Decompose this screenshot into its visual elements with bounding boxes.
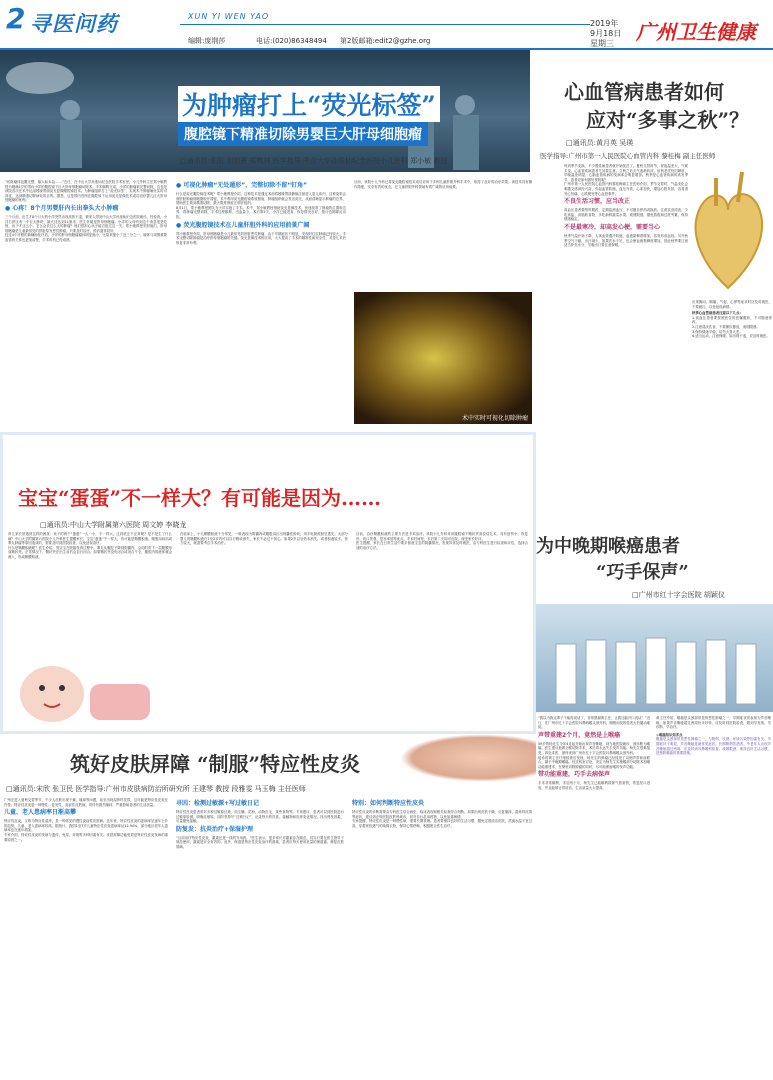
baby-illustration [10,644,168,730]
a5-col3 [352,798,532,1078]
a4-col1 [538,716,650,1078]
section-pinyin: XUN YI WEN YAO [188,12,270,21]
a5-heading2: 寻因：检测过敏源+写过敏日记 [176,800,260,807]
a2-tip2: 2.注意清淡饮食，不要暴饮暴食，戒烟限酒。 [692,324,760,329]
a3-title: 宝宝“蛋蛋”不一样大？有可能是因为…… [18,482,381,511]
a1-heading2: ● 可视化肿瘤“无处遁形”，完整切除不留“钉角” [176,182,308,189]
a2-para2: 广州市第一人民医院心血管内科黎桂梅副主任医师介绍，季节交替时，气温变化会刺激交感神经兴奋，引起血管收缩，血压升高，心率加快，增加心脏负担，容易诱发心绞痛、心肌梗死等心血管事件。 [564,182,688,196]
a4-heading2: 带功能重建，巧手去病保声 [538,771,611,779]
a2-col2 [692,300,772,508]
a1-para3: 经过4个疗程的新辅助化疗后，小洋的肝母细胞瘤瘤体明显缩小，比原来缩小了近三分之一，瘤体与周围重要血管的关系也更加清楚，手术时机已经成熟。 [5,233,167,242]
a2-tip4: 4.适当运动，注意保暖，如出现不适，应及时就医。 [692,334,770,339]
a4-para3: 接诊的黄主任仔细检查后发现，杨先生的肿瘤已经侵犯了双侧声带和前联合，属于中晚期喉癌。经过科室讨论，决定为杨先生实施喉部分切除术加喉功能重建术，在彻底切除肿瘤的同时，尽可能保留喉的发声功能。 [538,755,650,769]
a3-para5: 医生提醒，家长在日常生活中要多留意宝宝的阴囊情况，发现异常及时就医，由专科医生进行检查和评估，选择合适的治疗方法。 [356,541,528,550]
a5-heading1: 儿童、老人患病率日渐高攀 [4,809,77,817]
a5-title: 筑好皮肤屏障 “制服”特应性皮炎 [70,752,360,776]
email: 第2版邮箱:edit2@gzhe.org [340,37,431,45]
date: 9月18日 [590,29,622,38]
a4-para4: 手术非常顺利，术后两个月，杨先生已能顺利拔除气管套管，恢复经口进食，并且能够正常说话，生活质量大大提高。 [538,781,650,790]
a2-tip1: 1.高血压患者要按照医生的医嘱服药，不可随意停药。 [692,315,772,325]
a2-title-line1: 心血管病患者如何 [564,80,724,104]
laparoscopy-photo [354,292,532,424]
a1-col2 [176,180,346,428]
a2-para3: 高血压患者要按时服药，定期监测血压，不可擅自停药或换药。注意饮食清淡，少吃高盐、高脂肪食物，多吃新鲜蔬菜水果。戒烟限酒，避免熬夜和过度劳累，保持情绪稳定。 [564,208,688,222]
a2-col1 [564,164,688,506]
a5-para1: 广州正进入夏秋交替季节，不少人皮肤出现干燥、瘙痒等问题，甚至出现湿疹样皮损，这可能是特应性皮炎在作怪。特应性皮炎是一种慢性、复发性、炎症性皮肤病，常伴有剧烈瘙痒，严重影响患者的生活质量。 [4,798,168,807]
year: 2019年 [590,19,619,28]
a3-para2: 什么是鞘膜积液呢？医生介绍，男宝宝在胚胎发育过程中，睾丸从腹腔下降到阴囊内，会同时带下一层腹膜形成鞘状突。正常情况下，鞘状突在出生前后会自行闭合。如果鞘状突没有闭合或闭合不全，腹腔内的液体就会流入，形成鞘膜积液。 [8,545,172,559]
a1-title: 为肿瘤打上“荧光标签” [178,86,440,122]
a4-byline: □广州市红十字会医院 胡颖仪 [632,591,725,599]
a1-heading1: ● 心疼！8个月男婴肝内长出拳头大小肿瘤 [5,204,119,212]
a3-para3: 在临床上，小儿鞘膜积液十分常见，一般表现为阴囊内或腹股沟区出现囊性肿块，用手电筒照射呈透光。大部分婴儿的鞘膜积液在1至2岁内可以自行吸收消失，家长不必过于担心。如果2岁以后仍未消失，或者积液较多、张力较大，就需要考虑手术治疗。 [180,532,348,546]
editor: 编辑:庞荆莎 [188,37,226,45]
a3-col1 [8,532,172,642]
a3-block [0,432,536,734]
weekday: 星期三 [590,39,614,48]
a1-para7: 目前，该院小儿外科已将荧光腹腔镜技术成功应用于多例儿童肝胆外科手术中，取得了良好的治疗效果。该技术具有操作简便、安全有效的优点，在儿童肝胆外科领域有着广阔的应用前景。 [354,180,532,189]
a2-heading2: 不是最寒冷，却高发心梗，需要当心 [564,223,661,231]
heart-icon [686,158,770,298]
a4-para2: 59岁的杨先生今年4月起开始出现声音嘶哑，到当地医院就诊，被诊断为喉癌。医生建议他做全喉切除手术，术后将永远失去发声功能。杨先生很难接受，四处求医，最终来到广州市红十字会医院耳鼻咽喉头颈外科。 [538,741,650,755]
a4-tip: 喉癌是头颈部常见恶性肿瘤之一，与吸烟、饮酒、环境污染等因素有关。早期症状不明显，声音嘶哑是最常见症状。长期吸烟饮酒者、中老年人出现声音嘶哑超过两周，应及时到耳鼻喉科检查。戒烟限酒、保持良好生活习惯，是预防喉癌的重要措施。 [656,737,771,756]
a5-col2 [176,798,344,1078]
a4-block [536,512,773,1080]
a1-caption: 术中实时可视化切除肿瘤 [461,415,528,422]
a4-para5: 黄主任介绍，喉癌是头颈部常见的恶性肿瘤之一，早期症状常表现为声音嘶哑。如果声音嘶哑超过两周仍未好转，应及时到医院检查，做到早发现、早诊断、早治疗。 [656,716,771,730]
a1-heading3: ● 荧光腹腔镜技术在儿童肝胆外科的应用前景广阔 [176,221,310,229]
a5-heading3: 防复发：抗炎治疗+保湿护理 [176,825,254,833]
masthead [0,0,773,50]
a1-para4: 什么是荧光腹腔镜技术呢？郑小敏教授介绍，这种技术是通过术前将吲哚菁绿静脉注射进入患儿体内，这种染料会被肝脏肿瘤细胞摄取并滞留，术中利用荧光腹腔镜系统照射，肿瘤组织就会发出荧光，从而清晰显示肿瘤的边界，帮助医生做到精准切除，最大限度保留正常肝组织。 [176,192,346,206]
baby-icon [10,644,168,730]
a5-heading4: 特别：如何判断特应性皮炎 [352,800,425,807]
paper-name: 广州卫生健康 [636,20,756,44]
a5-byline: □通讯员:宋欣 张卫民 医学指导:广州市皮肤病防治所研究所 王建琴 教授 段雅雯 马玉梅 主任医师 [6,785,306,793]
a1-subtitle: 腹腔镜下精准切除男婴巨大肝母细胞瘤 [178,122,428,146]
a4-title-line2: “巧手保声” [596,562,689,583]
a2-tip3: 3.保持情绪平稳，切勿大喜大悲。 [692,329,743,334]
a1-byline: □通讯员:张阳 刘娟蕙 郑隽林 医学指导:中山大学孙逸仙纪念医院小儿外科 郑小敏 教授 [180,157,448,165]
a3-para1: 育儿家长常遇到这样的困扰：孩子的两个“蛋蛋”一大一小，不一样大。这到底正不正常呢？是不是生了什么病？中山大学附属第六医院小儿外科医生提醒家长，宝宝“蛋蛋”不一样大，有可能是鞘膜积液、腹股沟斜疝或睾丸肿瘤等原因造成的，需要及时到医院检查，以免延误治疗。 [8,532,172,546]
a4-heading1: 声带重建2个月，竟然是上喉癌 [538,731,621,739]
a1-para2: 三个月前，出生才8个月大的小洋突然出现高热不退，被家人带到中山大学孙逸仙纪念医院就诊。经检查，小洋右肝区有一个巨大肿块，最大径达到11厘米，医生怀疑是肝母细胞瘤。小洋的父母听到这个消息很是吃惊，孩子才这么小，怎么会长这么大的肿瘤？他们很担心孩子能否挺过这一关。郑小敏教授安慰他们，肝母细胞瘤是儿童最常见的肝脏原发恶性肿瘤，只要及时治疗，预后通常较好。 [5,214,167,233]
a5-para4: 特应性皮炎患者常对多种过敏原过敏，如尘螨、花粉、动物皮毛、某些食物等。专家建议，患者可以到医院进行过敏原检测，明确过敏原，同时坚持写“过敏日记”，记录每天的饮食、接触物和皮疹变化情况，找出诱发因素，尽量避免接触。 [176,810,344,824]
masthead-rule [180,24,590,25]
a4-title-line1: 为中晚期喉癌患者 [536,536,680,557]
a5-para6: 特应性皮炎的诊断需要由专科医生结合病史、临床表现和相关检查综合判断。如果出现皮肤干燥、反复瘙痒、湿疹样皮损等症状，建议到正规医院皮肤科就诊，切勿自行乱用药物，以免加重病情。 [352,810,532,819]
a4-para1: “我以为我这辈子不能再说话了，非常感谢黄主任，让我还能开口说话！”近日，在广州市红十字会医院耳鼻咽喉头颈外科，刚刚出院的患者大伯激动地说。 [538,716,650,730]
a2-tips-title: 秋季心血管病患者注意以下几点: [692,311,741,316]
a1-para6: 郑小敏教授介绍，肝母细胞瘤是小儿最常见的肝脏恶性肿瘤，由于早期症状不明显，发现时往往肿瘤已经较大。手术完整切除肿瘤是治疗肝母细胞瘤的关键。荧光显像技术的应用，大大提高了手术的精准性和安全性，对患儿术后恢复非常有利。 [176,231,346,245]
a5-para3: 专家介绍，特应性皮炎的发病与遗传、免疫、环境等多种因素有关。皮肤屏障功能受损是特应性皮炎发病的重要原因之一。 [4,832,168,842]
a2-para4: 秋季气温开始下降，人体血管遇冷收缩，血液黏稠度增加，容易形成血栓。另外秋季空气干燥，出汗减少，如果饮水不足，也会使血液黏稠度增加。因此秋季要注意适当补充水分，早晚出门要注意保暖。 [564,233,688,248]
a5-para5: “目前治疗特应性皮炎，激素还是一线的外用药。”医生表示，很多家长对激素存在顾虑，其实只要在医生指导下规范使用，激素是安全有效的。此外，保湿是特应性皮炎治疗的基础，患者应每天使用足量的保湿霜，修复皮肤屏障。 [176,835,344,849]
a1-para5: 8月1日，郑小敏教授团队为小洋实施了手术。术中，郑小敏教授借助荧光显像技术，快速找准了肿瘤的位置和边界，将肿瘤完整切除，手术过程顺利，出血量少。术后第5天，小洋已能进食，恢复情况良好，预计近期即可出院。 [176,205,346,219]
a4-tips-title: ◎喉癌知识知多点 [656,732,683,737]
section-name: 寻医问药 [30,12,118,36]
a3-byline: □通讯员:中山大学附属第六医院 周文婷 李晓龙 [40,521,187,529]
a3-col2 [180,532,348,728]
a5-col1 [4,798,168,1078]
section-number: 2 [6,2,26,35]
a2-para1: 每到季节变换，不少慢性病患者就开始忧虑了。夏秋交替时节，昼夜温差大，气候多变，心血管疾病患者尤其要注意。立秋之后天气逐渐转凉，但秋老虎仍旧肆虐，早晚温差明显，心脑血管疾病的发病率会明显增加。秋季是心血管疾病的高发季节，患者应如何做好预防呢？ [564,164,688,182]
a2-byline: □通讯员:黄月英 吴瑛 [566,139,634,147]
a2-guide: 医学指导:广州市第一人民医院心血管内科 黎桂梅 副主任医师 [540,152,716,160]
a5-block [0,734,536,1080]
a5-para2: 特应性皮炎，又称为特应性湿疹，是一种常见的慢性炎症性皮肤病。近年来，特应性皮炎的患病率呈逐年上升的趋势，儿童、老人患病率较高。据统计，我国1至7岁儿童特应性皮炎患病率达12.94%，部分地区老年人患病率也在逐年增加。 [4,819,168,833]
a1-col1 [5,180,167,428]
a2-title-line2: 应对“多事之秋”？ [586,108,750,132]
a1-col3 [354,180,532,288]
a3-para4: 目前，治疗鞘膜积液的主要方法是手术治疗。该院小儿外科采用腹腔镜下鞘状突高位结扎术，具有创伤小、恢复快、切口美观、复发率低等优点，手术时间短，术后第二天即可出院，深受家长好评。 [356,532,528,541]
a3-col3 [356,532,528,728]
a5-para7: 专家提醒，特应性皮炎是一种慢性病，需要长期管理。患者要保持良好的生活习惯，避免过度清洁皮肤，洗澡水温不宜过高，穿着宽松透气的纯棉衣物，保持心情舒畅，积极配合医生治疗。 [352,819,532,828]
a2-heading1: 不良生活习惯，应当改正 [564,198,631,206]
a4-col2 [656,716,771,1078]
skin-illustration [400,734,536,782]
doctors-icon [536,604,773,712]
a1-para1: “切除瘤体包膜完整，输入标本袋……”近日，在中山大学孙逸仙纪念医院手术室里，小儿外科主任郑小敏教授为刚满1岁的男孩小洋的腹腔镜下巨大肝母细胞瘤切除术。手术顺利完成，小洋的肿瘤被完整切除，这也是该院首次在术中运用吲哚菁绿荧光显像腹腔镜技术。为肿瘤组织打上“荧光标签”，实现术中肿瘤病灶实时可视化，达到精准切除病灶的目的。据悉，这是国内首例在腹腔镜下运用荧光显像技术成功治疗婴儿巨大肝母细胞瘤的案例。 [5,180,167,203]
hotline: 电话:(020)86348494 [256,37,327,45]
a2-para5: 出现胸闷、胸痛、气促、心悸等症状时应及时就医，不要硬扛，以免延误病情。 [692,300,772,309]
a2-block [536,50,773,512]
doctors-group-photo [536,604,773,712]
heart-illustration [686,158,770,298]
